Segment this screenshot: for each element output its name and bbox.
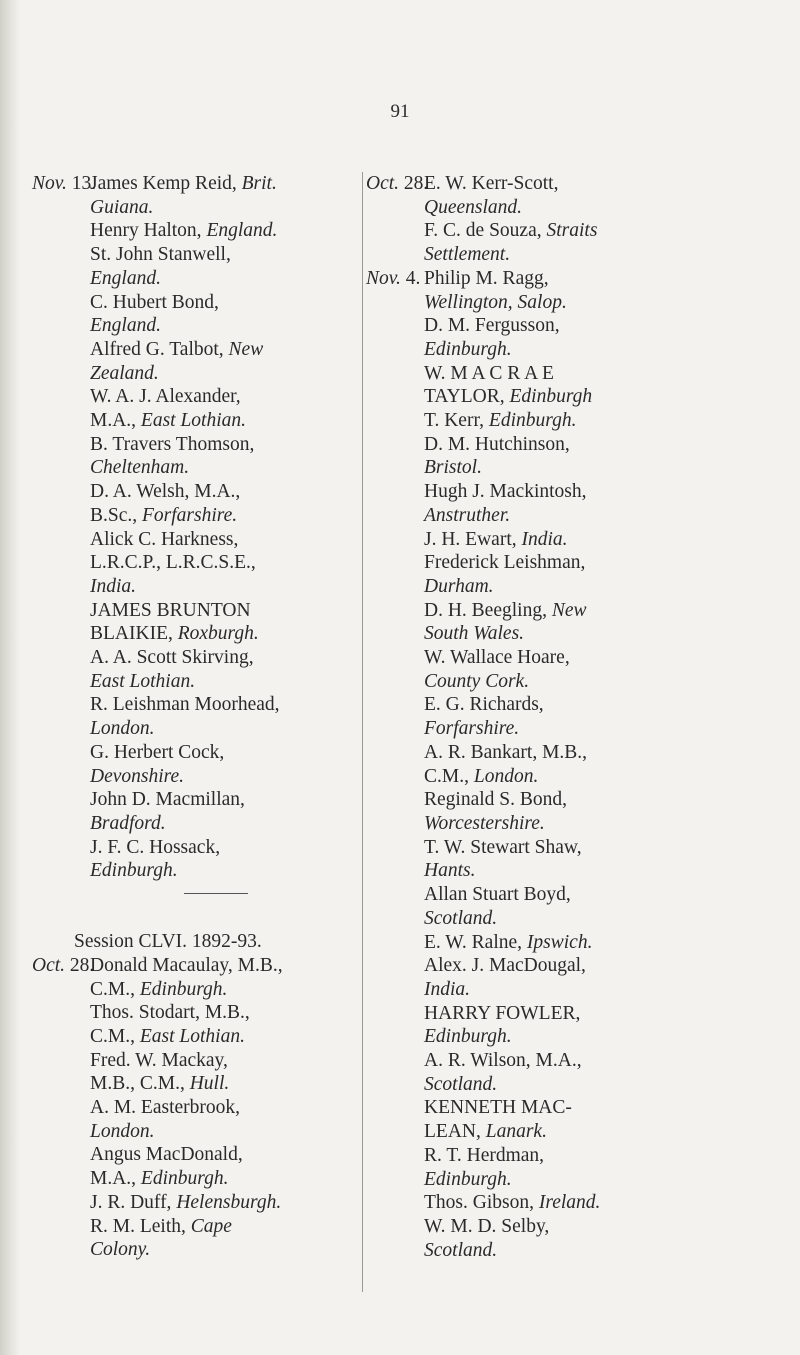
register-entry <box>32 1191 362 1215</box>
register-entry <box>366 551 746 598</box>
register-entry <box>366 172 746 219</box>
entry-name: R. T. Herdman, <box>424 1144 545 1166</box>
entry-name: E. G. Richards, <box>424 694 544 716</box>
entry-place-cont: Settlement. <box>424 244 511 266</box>
entry-line <box>32 1096 362 1120</box>
entry-name: Philip M. Ragg, <box>424 267 549 289</box>
register-entry <box>32 291 362 338</box>
entry-name: JAMES BRUNTON <box>90 599 251 621</box>
entry-name-cont: C.M., <box>424 765 469 787</box>
section-divider-rule <box>184 893 248 894</box>
entry-line <box>366 409 746 433</box>
entry-name: T. W. Stewart Shaw, <box>424 836 582 858</box>
entry-line <box>32 362 362 386</box>
entry-line <box>366 717 746 741</box>
entry-line <box>366 551 746 575</box>
entry-name: E. W. Kerr-Scott, <box>424 173 559 194</box>
entry-line <box>32 291 362 315</box>
entry-name-cont: LEAN, <box>424 1121 481 1143</box>
entry-place: Cape <box>190 1215 232 1237</box>
entry-place-cont: Colony. <box>90 1239 151 1261</box>
entry-name: W. M. D. Selby, <box>424 1215 550 1237</box>
entry-line <box>32 575 362 599</box>
right-column <box>366 172 746 1262</box>
entry-name: J. R. Duff, <box>90 1191 172 1213</box>
entry-line <box>32 1143 362 1167</box>
entry-line <box>366 1096 746 1120</box>
entry-place-cont: India. <box>90 575 137 597</box>
entry-name-cont: M.A., <box>90 410 137 432</box>
entry-name: Thos. Stodart, M.B., <box>90 1002 250 1024</box>
register-entry <box>32 954 362 1001</box>
entry-line <box>366 931 746 955</box>
entry-name: J. F. C. Hossack, <box>90 836 221 858</box>
entry-name: E. W. Ralne, <box>424 931 523 953</box>
date-day: 28. <box>399 173 429 194</box>
entry-line <box>366 1049 746 1073</box>
entry-name: Donald Macaulay, M.B., <box>90 954 283 976</box>
entry-name-cont: C.M., <box>90 1025 135 1047</box>
entry-place-cont: Cheltenham. <box>90 457 190 479</box>
entry-line <box>366 1025 746 1049</box>
register-entry <box>366 646 746 693</box>
entry-line <box>366 575 746 599</box>
entry-name: W. Wallace Hoare, <box>424 647 570 669</box>
entry-line <box>32 551 362 575</box>
entry-place-cont: Scotland. <box>424 907 498 929</box>
register-entry <box>32 1049 362 1096</box>
entry-name: F. C. de Souza, <box>424 220 542 242</box>
session-heading: Session CLVI. 1892-93. <box>74 931 262 953</box>
entry-line <box>366 362 746 386</box>
entry-line <box>366 788 746 812</box>
entry-place-cont: County Cork. <box>424 670 530 692</box>
entry-line <box>366 338 746 362</box>
entry-line <box>32 456 362 480</box>
entry-place: Straits <box>546 220 598 242</box>
entry-place: Helensburgh. <box>176 1191 282 1213</box>
entry-place-cont: Forfarshire. <box>424 718 520 740</box>
entry-line <box>32 267 362 291</box>
page-gutter-shadow <box>0 0 20 1355</box>
entry-name-cont: C.M., <box>90 978 135 1000</box>
entry-name: Hugh J. Mackintosh, <box>424 481 587 503</box>
date-month: Oct. <box>32 954 66 976</box>
entry-name: Reginald S. Bond, <box>424 789 568 811</box>
entry-name: Alfred G. Talbot, <box>90 338 224 360</box>
entry-line <box>366 812 746 836</box>
date-month: Nov. <box>32 173 67 194</box>
entry-name: C. Hubert Bond, <box>90 291 219 313</box>
register-entry <box>366 528 746 552</box>
entry-name: A. R. Wilson, M.A., <box>424 1050 582 1072</box>
entry-name: A. R. Bankart, M.B., <box>424 741 588 763</box>
entry-date <box>366 172 429 196</box>
entry-name: D. H. Beegling, <box>424 599 547 621</box>
entry-place: Edinburgh. <box>140 1168 229 1190</box>
entry-line <box>366 1144 746 1168</box>
date-month: Oct. <box>366 173 400 194</box>
register-entry <box>32 599 362 646</box>
date-month: Nov. <box>366 267 401 289</box>
entry-line <box>366 741 746 765</box>
register-entry <box>366 1191 746 1215</box>
entry-line <box>366 836 746 860</box>
entry-line <box>366 291 746 315</box>
register-entry <box>366 741 746 788</box>
entry-line <box>32 1001 362 1025</box>
entry-line <box>366 314 746 338</box>
register-entry <box>32 385 362 432</box>
entry-line <box>366 267 746 291</box>
entry-line <box>366 978 746 1002</box>
entry-line <box>32 836 362 860</box>
entry-line <box>32 314 362 338</box>
entry-line <box>32 1025 362 1049</box>
entry-place-cont: Wellington, Salop. <box>424 291 567 313</box>
column-divider <box>362 172 363 1292</box>
entry-name: Frederick Leishman, <box>424 552 586 574</box>
entry-place-cont: Devonshire. <box>90 765 185 787</box>
entry-place: Hull. <box>189 1073 230 1095</box>
register-entry <box>366 267 746 314</box>
entry-place-cont: England. <box>90 267 161 289</box>
entry-line <box>366 693 746 717</box>
entry-date <box>32 172 97 196</box>
register-entry <box>366 1144 746 1191</box>
entry-line <box>366 907 746 931</box>
entry-place-cont: Queensland. <box>424 196 523 218</box>
entry-place-cont: Edinburgh. <box>424 1026 512 1048</box>
entry-line <box>32 409 362 433</box>
entry-place: Lanark. <box>485 1121 547 1143</box>
register-entry <box>32 338 362 385</box>
entry-line <box>366 622 746 646</box>
entry-line <box>32 1238 362 1262</box>
register-entry <box>32 219 362 243</box>
entry-place-cont: South Wales. <box>424 623 525 645</box>
entry-place-cont: Zealand. <box>90 362 159 384</box>
entry-place: Edinburgh. <box>139 978 228 1000</box>
register-entry <box>366 788 746 835</box>
entry-line <box>366 859 746 883</box>
entry-line <box>366 504 746 528</box>
entry-place: New <box>228 338 264 360</box>
entry-line <box>32 480 362 504</box>
left-column <box>32 172 362 1262</box>
entry-place: Ipswich. <box>526 931 593 953</box>
register-entry <box>366 1049 746 1096</box>
register-entry <box>366 836 746 883</box>
register-entry <box>366 219 746 266</box>
entry-line <box>366 528 746 552</box>
entry-place: Edinburgh <box>509 386 593 408</box>
entry-name: Alex. J. MacDougal, <box>424 955 586 977</box>
register-entry <box>32 172 362 219</box>
entry-line <box>366 1191 746 1215</box>
entry-place-cont: London. <box>90 1120 155 1142</box>
entry-name: R. Leishman Moorhead, <box>90 694 280 716</box>
register-entry <box>366 1002 746 1049</box>
entry-line <box>32 670 362 694</box>
entry-line <box>32 1215 362 1239</box>
date-day: 4. <box>400 267 421 289</box>
entry-line <box>32 1167 362 1191</box>
register-entry <box>32 1096 362 1143</box>
register-entry <box>366 599 746 646</box>
entry-line <box>32 504 362 528</box>
entry-line <box>32 646 362 670</box>
entry-place-cont: Edinburgh. <box>90 860 178 882</box>
entry-date <box>366 267 422 291</box>
register-entry <box>32 1143 362 1190</box>
entry-name: D. M. Hutchinson, <box>424 433 570 455</box>
entry-line <box>366 219 746 243</box>
entry-line <box>32 219 362 243</box>
register-entry <box>366 883 746 930</box>
entry-name: Alick C. Harkness, <box>90 528 239 550</box>
register-entry <box>366 931 746 955</box>
entry-place-cont: London. <box>90 718 155 740</box>
entry-place-cont: Scotland. <box>424 1073 498 1095</box>
entry-place-cont: East Lothian. <box>90 670 196 692</box>
entry-name: St. John Stanwell, <box>90 244 231 266</box>
register-entry <box>366 480 746 527</box>
entry-line <box>366 1215 746 1239</box>
date-day: 28. <box>65 954 95 976</box>
entry-line <box>366 670 746 694</box>
entry-name: W. A. J. Alexander, <box>90 386 241 408</box>
entry-place: East Lothian. <box>139 1025 245 1047</box>
register-entry <box>32 1215 362 1262</box>
register-entry <box>32 1001 362 1048</box>
entry-line <box>366 196 746 220</box>
entry-place-cont: Edinburgh. <box>424 1168 512 1190</box>
entry-name: KENNETH MAC- <box>424 1097 572 1119</box>
entry-name: J. H. Ewart, <box>424 528 517 550</box>
entry-name-cont: M.B., C.M., <box>90 1073 185 1095</box>
entry-place: Ireland. <box>538 1192 601 1214</box>
entry-name: HARRY FOWLER, <box>424 1002 581 1024</box>
entry-line <box>32 1072 362 1096</box>
entry-name: W. M A C R A E <box>424 362 554 384</box>
entry-line <box>366 1002 746 1026</box>
register-entry <box>366 409 746 433</box>
register-entry <box>32 480 362 527</box>
entry-name-cont: TAYLOR, <box>424 386 505 408</box>
register-entry <box>32 836 362 883</box>
entry-place: Forfarshire. <box>142 504 238 526</box>
entry-place-cont: India. <box>424 978 471 1000</box>
register-entry <box>366 433 746 480</box>
entry-name: T. Kerr, <box>424 410 485 432</box>
entry-line <box>366 385 746 409</box>
entry-name: R. M. Leith, <box>90 1215 186 1237</box>
entry-line <box>32 978 362 1002</box>
entry-line <box>366 433 746 457</box>
register-entry <box>32 741 362 788</box>
entry-place-cont: Durham. <box>424 575 494 597</box>
entry-line <box>32 693 362 717</box>
entry-name-cont: L.R.C.P., L.R.C.S.E., <box>90 552 256 574</box>
entry-line <box>366 954 746 978</box>
entry-place-cont: Worcestershire. <box>424 812 545 834</box>
entry-line <box>366 599 746 623</box>
entry-line <box>32 1049 362 1073</box>
register-entry <box>366 362 746 409</box>
entry-line <box>32 812 362 836</box>
entry-line <box>32 717 362 741</box>
entry-name: A. A. Scott Skirving, <box>90 647 254 669</box>
entry-name: Thos. Gibson, <box>424 1192 534 1214</box>
date-day: 13. <box>66 173 97 194</box>
entry-place: India. <box>521 528 568 550</box>
entry-place-cont: Hants. <box>424 860 476 882</box>
entry-line <box>32 1191 362 1215</box>
register-entry <box>32 646 362 693</box>
entry-name: D. M. Fergusson, <box>424 315 560 337</box>
entry-name: Allan Stuart Boyd, <box>424 884 571 906</box>
entry-name: James Kemp Reid, <box>90 173 237 194</box>
entry-place: England. <box>206 220 278 242</box>
entry-line <box>366 243 746 267</box>
entry-place: London. <box>473 765 539 787</box>
entry-line <box>366 456 746 480</box>
entry-line <box>32 599 362 623</box>
entry-line <box>366 765 746 789</box>
entry-date <box>32 954 95 978</box>
register-entry <box>32 693 362 740</box>
entry-name: A. M. Easterbrook, <box>90 1097 241 1119</box>
entry-name: Fred. W. Mackay, <box>90 1049 228 1071</box>
entry-place-cont: Bristol. <box>424 457 482 479</box>
entry-line <box>366 883 746 907</box>
register-entry <box>366 314 746 361</box>
entry-line <box>32 1120 362 1144</box>
entry-place: Brit. <box>241 173 277 194</box>
entry-line <box>32 528 362 552</box>
entry-line <box>32 196 362 220</box>
entry-line <box>32 765 362 789</box>
entry-place-cont: Guiana. <box>90 196 154 218</box>
entry-line <box>32 741 362 765</box>
entry-place-cont: Anstruther. <box>424 504 511 526</box>
entry-line <box>366 480 746 504</box>
entry-place: Roxburgh. <box>177 623 259 645</box>
entry-place: Edinburgh. <box>488 410 577 432</box>
register-entry <box>366 1215 746 1262</box>
entry-name-cont: B.Sc., <box>90 504 138 526</box>
register-entry <box>32 433 362 480</box>
entry-name-cont: M.A., <box>90 1168 137 1190</box>
register-entry <box>32 243 362 290</box>
entry-line <box>366 1168 746 1192</box>
entry-name: Henry Halton, <box>90 220 202 242</box>
entry-name-cont: BLAIKIE, <box>90 623 173 645</box>
entry-line <box>32 243 362 267</box>
entry-name: John D. Macmillan, <box>90 789 245 811</box>
entry-name: G. Herbert Cock, <box>90 741 225 763</box>
entry-line <box>32 433 362 457</box>
entry-name: Angus MacDonald, <box>90 1144 243 1166</box>
page-number: 91 <box>390 101 410 122</box>
entry-place-cont: Scotland. <box>424 1239 498 1261</box>
entry-line <box>366 1120 746 1144</box>
entry-place: New <box>551 599 587 621</box>
register-entry <box>366 1096 746 1143</box>
entry-line <box>32 859 362 883</box>
entry-line <box>366 646 746 670</box>
entry-line <box>32 338 362 362</box>
entry-line <box>366 1073 746 1097</box>
register-entry <box>366 954 746 1001</box>
entry-line <box>32 622 362 646</box>
register-entry <box>32 788 362 835</box>
entry-place-cont: Edinburgh. <box>424 338 512 360</box>
entry-place-cont: Bradford. <box>90 812 166 834</box>
entry-name: D. A. Welsh, M.A., <box>90 481 241 503</box>
entry-place-cont: England. <box>90 315 161 337</box>
entry-line <box>366 1239 746 1263</box>
entry-line <box>32 788 362 812</box>
entry-line <box>32 385 362 409</box>
register-entry <box>366 693 746 740</box>
entry-place: East Lothian. <box>140 410 247 432</box>
register-entry <box>32 528 362 599</box>
entry-name: B. Travers Thomson, <box>90 433 255 455</box>
